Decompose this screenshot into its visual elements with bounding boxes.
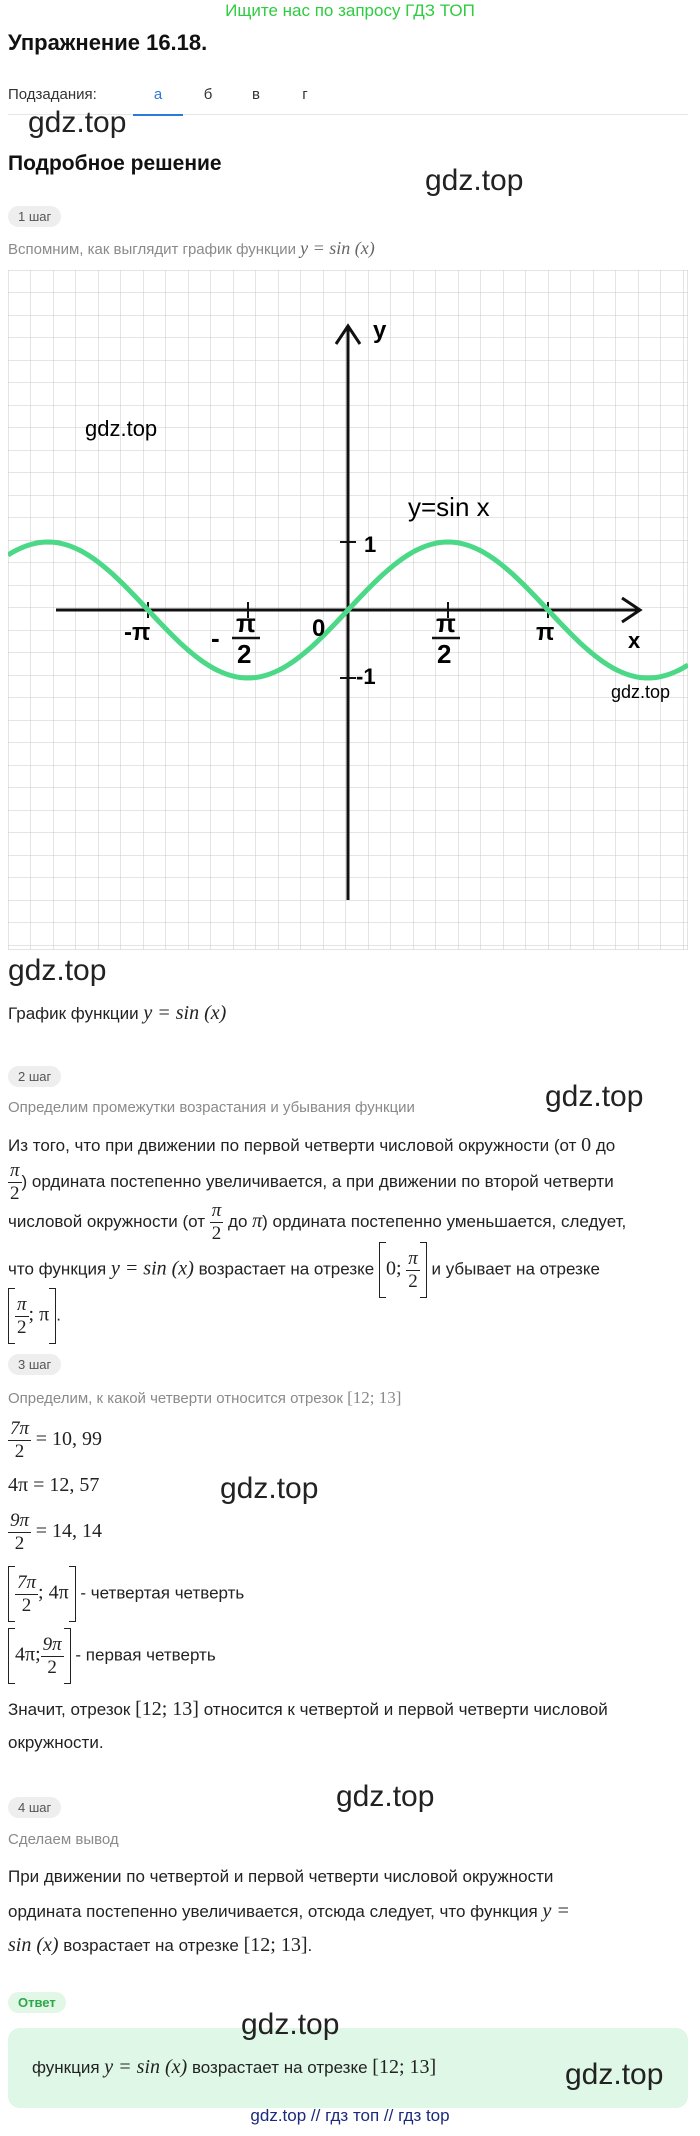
frac-9pi-2: $\frac{9\pi}{2}$ bbox=[42, 1633, 62, 1678]
math: sin (x) bbox=[8, 1934, 59, 1956]
curve-label: y=sin x bbox=[408, 492, 490, 522]
conclusion-line-2: окружности. bbox=[8, 1733, 104, 1752]
math: [12; 13] bbox=[135, 1698, 199, 1720]
subtasks-label: Подзадания: bbox=[8, 86, 97, 103]
text: относится к четвертой и первой четверти числовой bbox=[203, 1700, 608, 1719]
watermark: gdz.top bbox=[565, 2058, 664, 2091]
bracket-left bbox=[8, 1288, 15, 1344]
text: . bbox=[307, 1936, 313, 1955]
text: ) ордината постепенно уменьшается, следует, bbox=[262, 1211, 627, 1231]
math: = 10, 99 bbox=[35, 1427, 103, 1450]
label-pi: π bbox=[536, 619, 555, 646]
text: что функция bbox=[8, 1259, 107, 1279]
text: ордината постепенно увеличивается, отсюда следует, что функция bbox=[8, 1902, 538, 1921]
step-title-text: Определим, к какой четверти относится отрезок bbox=[8, 1390, 343, 1407]
calc-line-1 bbox=[8, 1418, 102, 1463]
frac-pi-2: $\frac{\pi}{2}$ bbox=[10, 1160, 20, 1204]
text: до bbox=[595, 1136, 616, 1155]
math: ; 4π bbox=[38, 1581, 69, 1604]
step2-line3 bbox=[8, 1200, 698, 1245]
step4-line3 bbox=[8, 1928, 312, 1963]
watermark: gdz.top bbox=[8, 954, 107, 987]
sine-graph bbox=[8, 270, 688, 950]
step-title-math: y = sin (x) bbox=[300, 238, 375, 258]
step4-line1: При движении по четвертой и первой четверти числовой окружности bbox=[8, 1867, 554, 1886]
graph-watermark: gdz.top bbox=[85, 416, 158, 441]
step-badge: 4 шаг bbox=[8, 1797, 61, 1818]
bracket-right bbox=[420, 1242, 427, 1298]
step2-line4 bbox=[8, 1242, 698, 1298]
label-half-pi-num: π bbox=[436, 608, 456, 638]
math: 4π; bbox=[15, 1643, 41, 1666]
frac-pi-2: $\frac{\pi}{2}$ bbox=[17, 1293, 27, 1338]
frac-pi-2: $\frac{\pi}{2}$ bbox=[408, 1247, 418, 1292]
tab-b[interactable]: б bbox=[203, 86, 213, 103]
math: y = bbox=[542, 1900, 570, 1922]
label-minus-one: -1 bbox=[356, 664, 376, 689]
text: возрастает на отрезке bbox=[63, 1936, 239, 1955]
math-fn: y = sin (x) bbox=[110, 1257, 194, 1280]
label-origin: 0 bbox=[312, 615, 326, 642]
text: Значит, отрезок bbox=[8, 1700, 131, 1719]
watermark: gdz.top bbox=[28, 106, 127, 139]
tab-a[interactable]: а bbox=[133, 86, 183, 103]
math-pi: π bbox=[252, 1209, 263, 1232]
watermark: gdz.top bbox=[241, 2008, 340, 2041]
frac-pi-2: $\frac{\pi}{2}$ bbox=[211, 1200, 222, 1244]
step-title: Определим промежутки возрастания и убывания функции bbox=[8, 1099, 415, 1116]
step-title-text: Вспомним, как выглядит график функции bbox=[8, 241, 296, 258]
text: Из того, что при движении по первой четверти числовой окружности (от bbox=[8, 1136, 577, 1155]
label-minus-sign: - bbox=[211, 623, 220, 653]
text: функция bbox=[32, 2058, 100, 2077]
bracket-right bbox=[69, 1566, 76, 1622]
step-title bbox=[8, 238, 375, 259]
step2-line5 bbox=[8, 1288, 61, 1344]
label-minus-pi: -π bbox=[124, 619, 151, 646]
text: . bbox=[56, 1305, 61, 1325]
calc-line-3 bbox=[8, 1510, 102, 1555]
step2-line2 bbox=[8, 1160, 698, 1205]
graph-caption-text: График функции bbox=[8, 1004, 139, 1023]
footer-links[interactable]: gdz.top // гдз топ // гдз top bbox=[250, 2106, 450, 2125]
step-title-math: [12; 13] bbox=[347, 1388, 402, 1407]
math: 4π = 12, 57 bbox=[8, 1474, 100, 1496]
quarter-line-2 bbox=[8, 1628, 216, 1684]
y-axis-label: y bbox=[373, 317, 387, 344]
answer-text bbox=[32, 2050, 436, 2085]
label-half-pi-den: 2 bbox=[437, 639, 452, 669]
step-badge: 3 шаг bbox=[8, 1354, 61, 1375]
text: - первая четверть bbox=[75, 1645, 216, 1665]
text: возрастает на отрезке bbox=[198, 1259, 375, 1279]
text: до bbox=[228, 1211, 248, 1231]
math-zero: 0 bbox=[581, 1134, 592, 1156]
conclusion-line-1 bbox=[8, 1692, 698, 1727]
math: [12; 13] bbox=[243, 1934, 308, 1956]
watermark: gdz.top bbox=[545, 1080, 644, 1113]
text: возрастает на отрезке bbox=[191, 2058, 368, 2077]
text: числовой окружности (от bbox=[8, 1211, 206, 1231]
graph-caption-math: y = sin (x) bbox=[143, 1002, 227, 1024]
label-half-pi-num-neg: π bbox=[236, 608, 256, 638]
graph-watermark-small: gdz.top bbox=[611, 682, 671, 702]
step-badge: 1 шаг bbox=[8, 206, 61, 227]
text: - четвертая четверть bbox=[80, 1583, 245, 1603]
frac-7pi-2: $\frac{7\pi}{2}$ bbox=[10, 1418, 30, 1462]
bracket-right bbox=[64, 1628, 71, 1684]
math: 0; bbox=[385, 1257, 402, 1280]
step2-line1 bbox=[8, 1128, 688, 1163]
text: ) ордината постепенно увеличивается, а при движении по второй четверти bbox=[21, 1171, 614, 1191]
bracket-left bbox=[8, 1628, 15, 1684]
watermark: gdz.top bbox=[220, 1472, 319, 1505]
label-half-pi-den-neg: 2 bbox=[237, 639, 252, 669]
graph-caption bbox=[8, 996, 226, 1031]
bracket-left bbox=[379, 1242, 386, 1298]
step-badge: 2 шаг bbox=[8, 1066, 61, 1087]
top-banner-link[interactable]: Ищите нас по запросу ГДЗ ТОП bbox=[225, 1, 475, 20]
tab-g[interactable]: г bbox=[302, 86, 308, 103]
math: = 14, 14 bbox=[35, 1519, 103, 1542]
step4-line2 bbox=[8, 1894, 698, 1929]
math: ; π bbox=[28, 1303, 50, 1326]
quarter-line-1 bbox=[8, 1566, 244, 1622]
x-axis-label: x bbox=[628, 628, 641, 653]
math: y = sin (x) bbox=[104, 2056, 188, 2078]
math: [12; 13] bbox=[372, 2056, 437, 2078]
calc-line-2 bbox=[8, 1468, 99, 1503]
tab-v[interactable]: в bbox=[252, 86, 260, 103]
step-title: Сделаем вывод bbox=[8, 1831, 119, 1848]
watermark: gdz.top bbox=[425, 164, 524, 197]
label-one: 1 bbox=[364, 532, 377, 557]
answer-badge: Ответ bbox=[8, 1992, 66, 2013]
exercise-title: Упражнение 16.18. bbox=[8, 30, 208, 55]
text: и убывает на отрезке bbox=[431, 1259, 600, 1279]
bracket-left bbox=[8, 1566, 15, 1622]
frac-7pi-2: $\frac{7\pi}{2}$ bbox=[17, 1571, 37, 1616]
frac-9pi-2: $\frac{9\pi}{2}$ bbox=[10, 1510, 30, 1554]
watermark: gdz.top bbox=[336, 1780, 435, 1813]
step-title bbox=[8, 1388, 401, 1408]
section-title: Подробное решение bbox=[8, 152, 222, 175]
